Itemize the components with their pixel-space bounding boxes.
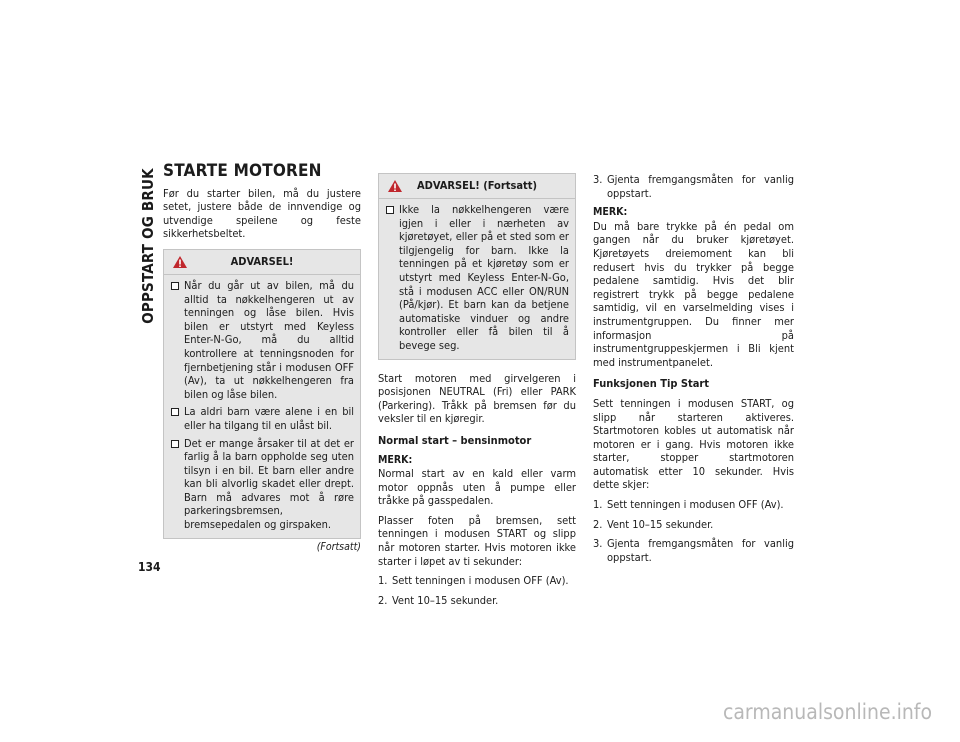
- section-title: STARTE MOTOREN: [163, 161, 322, 181]
- checkbox-bullet-icon: [171, 282, 179, 290]
- tip-start-steps: [593, 498, 794, 564]
- note-text: Du må bare trykke på én pedal om gangen når du bruker kjøretøyet. Kjøretøyets dreiemoment kan bli redusert hvis du trykker på begge pedalene samtidig. Hvis det blir registrert trykk på begge pedalene samtidig, vil en varselmelding vises i instrumentgruppen. Du finner mer informasjon på instrumentgruppeskjermen i Bli kjent med instrumentpanelet.: [593, 219, 794, 369]
- note-text: Normal start av en kald eller varm motor oppnås uten å pumpe eller tråkke på gasspedalen.: [378, 467, 576, 508]
- note-title: MERK:: [378, 453, 413, 466]
- normal-start-paragraph: Plasser foten på bremsen, sett tenningen i modusen START og slipp når motoren starter. Hvis motoren ikke starter i løpet av ti sekunder:: [378, 513, 576, 568]
- list-item: 1. Sett tenningen i modusen OFF (Av).: [593, 498, 784, 512]
- tip-start-paragraph: Sett tenningen i modusen START, og slipp når starteren aktiveres. Startmotoren kobles ut automatisk når motoren er i gang. Hvis motoren ikke starter, stopper startmotoren automatisk etter 10 sekunder. Hvis dette skjer:: [593, 396, 794, 492]
- warning-item: Når du går ut av bilen, må du alltid ta nøkkelhengeren ut av tenningen og låse bilen. Hvis bilen er utstyrt med Keyless Enter-N-Go, må du alltid kontrollere at tenningsnoden for fjernbetjening står i modusen OFF (Av), ta ut nøkkelhengeren fra bilen og låse bilen.: [164, 275, 360, 401]
- column-1: [163, 161, 361, 554]
- continued-label: (Fortsatt): [316, 540, 361, 553]
- warning-title: ADVARSEL! (Fortsatt): [416, 179, 538, 193]
- warning-item: Det er mange årsaker til at det er farlig å la barn oppholde seg uten tilsyn i en bil. Et barn eller andre kan bli alvorlig skadet eller drept. Barn må advares mot å røre parkeringsbremsen, bremsepedalen og girspaken.: [164, 433, 360, 532]
- intro-paragraph: Før du starter bilen, må du justere setet, justere både de innvendige og utvendige speilene og feste sikkerhetsbeltet.: [163, 186, 361, 241]
- warning-triangle-icon: [172, 255, 188, 269]
- chapter-title: OPPSTART OG BRUK: [139, 168, 158, 324]
- warning-box-continued: [378, 173, 576, 360]
- list-item: 3. Gjenta fremgangsmåten for vanlig oppstart.: [593, 173, 794, 200]
- column-3: [593, 173, 794, 570]
- checkbox-bullet-icon: [386, 206, 394, 214]
- warning-item: La aldri barn være alene i en bil eller ha tilgang til en ulåst bil.: [164, 401, 360, 432]
- chapter-side-tab: [138, 168, 158, 324]
- normal-start-steps-continued: [593, 173, 794, 200]
- checkbox-bullet-icon: [171, 440, 179, 448]
- tip-start-heading: Funksjonen Tip Start: [593, 377, 710, 391]
- warning-item: Ikke la nøkkelhengeren være igjen i eller i nærheten av kjøretøyet, eller på et sted som er tilgjengelig for barn. Ikke la tenningen på et kjøretøy som er utstyrt med Keyless Enter-N-Go, stå i modusen ACC eller ON/RUN (På/kjør). Et barn kan da betjene automatiske vinduer og andre kontroller eller få bilen til å bevege seg.: [379, 199, 575, 353]
- list-item: 2. Vent 10–15 sekunder.: [378, 593, 499, 607]
- watermark: carmanualsonline.info: [722, 700, 932, 724]
- normal-start-heading: Normal start – bensinmotor: [378, 433, 532, 447]
- list-item: 1. Sett tenningen i modusen OFF (Av).: [378, 574, 569, 588]
- start-paragraph: Start motoren med girvelgeren i posisjonen NEUTRAL (Fri) eller PARK (Parkering). Tråkk på bremsen før du veksler til en kjøregir.: [378, 371, 576, 426]
- warning-header: [379, 174, 575, 199]
- warning-triangle-icon: [387, 179, 403, 193]
- page-number: 134: [138, 560, 161, 574]
- warning-header: [164, 250, 360, 275]
- normal-start-steps: [378, 574, 576, 607]
- column-2: [378, 173, 576, 613]
- note-title: MERK:: [593, 206, 628, 219]
- list-item: 3. Gjenta fremgangsmåten for vanlig oppstart.: [593, 537, 794, 564]
- checkbox-bullet-icon: [171, 408, 179, 416]
- warning-title: ADVARSEL!: [230, 255, 294, 269]
- list-item: 2. Vent 10–15 sekunder.: [593, 517, 714, 531]
- warning-box: [163, 249, 361, 539]
